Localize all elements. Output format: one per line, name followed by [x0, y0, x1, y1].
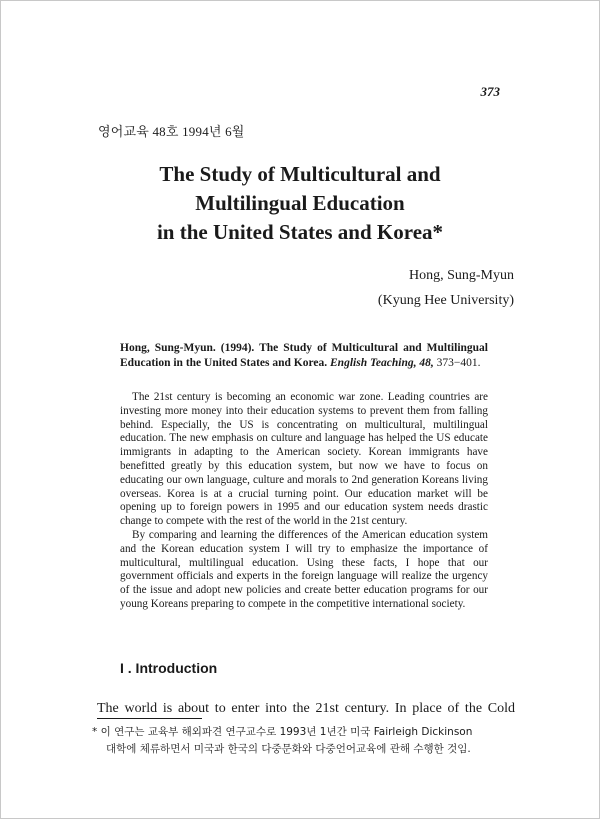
citation-pages: 373−401.: [433, 356, 481, 369]
citation-title: The Study of Multicultural and Multilingual Education in the United States and Korea.: [120, 342, 488, 369]
footnote-line-1: * 이 연구는 교육부 해외파견 연구교수로 1993년 1년간 미국 Fairleigh Dickinson: [92, 726, 473, 738]
page-number: 373: [480, 84, 500, 99]
journal-info: 영어교육 48호 1994년 6월: [98, 124, 245, 139]
author-block: [378, 263, 514, 313]
abstract: [120, 391, 488, 612]
author-name: Hong, Sung-Myun: [408, 268, 514, 283]
citation: [120, 341, 488, 370]
footnote: [92, 724, 522, 758]
citation-journal: English Teaching, 48,: [327, 356, 434, 369]
title-line-1: The Study of Multicultural and: [159, 162, 441, 186]
abstract-paragraph-1: The 21st century is becoming an economic war zone. Leading countries are investing more money into their education systems to prevent them from falling behind. Especially, the US is concentrating on multicultural, multilingual education. The new emphasis on culture and language has helped the US educate immigrants in adapting to the American society. Korean immigrants have benefitted greatly by this education system, but now we have to focus on educating our own language, culture and morals to 2nd generation Koreans living overseas. Korea is at a crucial turning point. Our education market will be opening up to foreign powers in 1995 and our education system needs drastic change to compete with the rest of the world in the 21st century.: [120, 391, 488, 528]
title-line-3: in the United States and Korea*: [156, 220, 444, 244]
author-affiliation: (Kyung Hee University): [377, 293, 514, 308]
paper-title: [90, 160, 510, 247]
body-text: The world is about to enter into the 21st century. In place of the Cold: [97, 701, 515, 716]
footnote-rule: [97, 718, 202, 719]
footnote-line-2: 대학에 체류하면서 미국과 한국의 다중문화와 다중언어교육에 관해 수행한 것임.: [106, 743, 471, 755]
citation-authors-year: Hong, Sung-Myun. (1994).: [120, 342, 255, 354]
abstract-paragraph-2: By comparing and learning the differences of the American education system and the Korean education system I will try to emphasize the importance of multicultural, multilingual education. Using these facts, I hope that our government officials and experts in the foreign language will realize the urgency of the issue and adopt new policies and create better education programs for our young Koreans preparing to compete in the competitive international society.: [120, 528, 488, 610]
section-heading-introduction: I . Introduction: [120, 660, 218, 676]
title-line-2: Multilingual Education: [195, 191, 405, 215]
